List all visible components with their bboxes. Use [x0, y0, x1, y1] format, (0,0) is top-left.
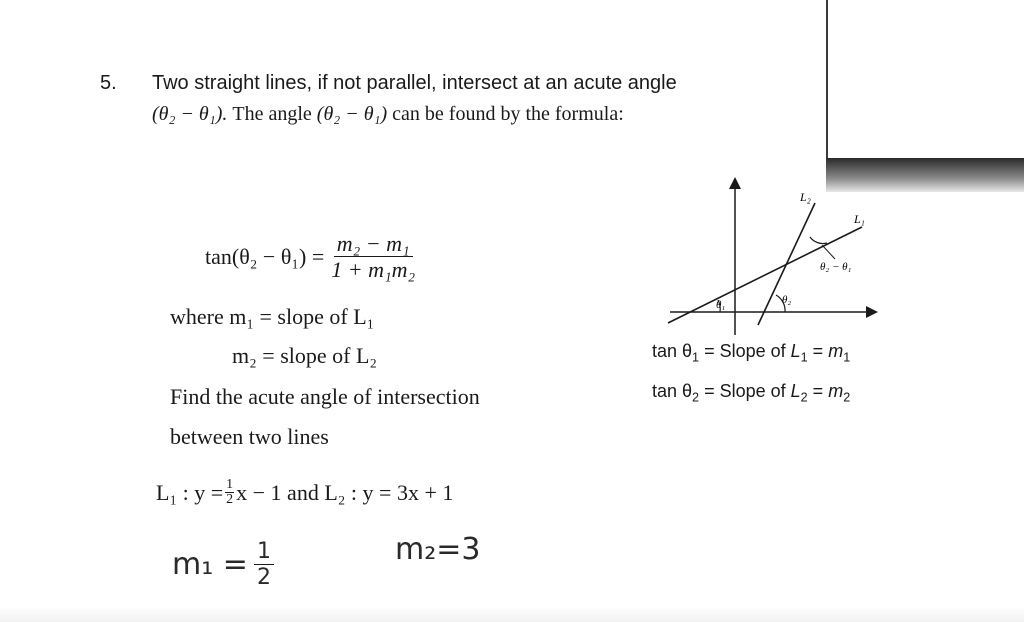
cap2-sub2: 2: [800, 390, 808, 405]
label-L1: L₁: [854, 212, 865, 226]
angle-expression-2: (θ₂ − θ₁): [316, 103, 388, 125]
line-L2: [758, 203, 815, 325]
cap1-L: L: [790, 341, 801, 361]
cap1-eq: =: [807, 341, 829, 361]
diff-pointer: [822, 245, 835, 259]
where-line-2: m₂ = slope of L₂: [232, 343, 378, 368]
handwritten-m2: m₂=3: [395, 532, 481, 567]
cap2-m: m: [828, 381, 844, 401]
cap2-mid: = Slope of: [699, 381, 791, 401]
cap2-pre: tan θ: [652, 381, 693, 401]
overlapping-sheet: [826, 0, 1024, 165]
hand-m1-num: 1: [254, 540, 274, 565]
cap2-sub3: 2: [843, 390, 851, 405]
l1-slope-fraction: [225, 478, 234, 507]
handwritten-m1: [172, 540, 274, 589]
label-angle-diff: θ₂ − θ₁: [820, 261, 852, 273]
cap2-eq: =: [807, 381, 829, 401]
l1-frac-num: 1: [226, 477, 234, 492]
problem-line-1: Two straight lines, if not parallel, intersect at an acute angle: [152, 72, 677, 94]
label-theta2: θ₂: [782, 294, 792, 306]
intersecting-lines-diagram: [650, 175, 890, 345]
formula-numerator: m₂ − m₁: [334, 232, 413, 257]
problem-number: 5.: [100, 72, 117, 94]
cap1-m: m: [828, 341, 844, 361]
line-equations: [156, 478, 453, 507]
caption-theta2: [652, 381, 850, 405]
angle-expression-1: (θ₂ − θ₁).: [152, 103, 228, 125]
problem-line-2: [152, 103, 624, 126]
tan-formula: [205, 232, 418, 281]
l1-frac-den: 2: [226, 492, 234, 507]
cap1-pre: tan θ: [652, 341, 693, 361]
page-bottom-edge: [0, 606, 1024, 622]
label-theta1: θ₁: [716, 299, 726, 311]
hand-m1-label: m₁ =: [172, 547, 248, 583]
label-L2: L₂: [800, 190, 811, 204]
l1-prefix: L₁ : y =: [156, 479, 224, 505]
problem-text-a: The angle: [232, 103, 312, 125]
cap1-sub1: 1: [692, 350, 700, 365]
task-line-1: Find the acute angle of intersection: [170, 384, 480, 409]
diff-arc: [810, 237, 827, 244]
caption-theta1: [652, 341, 850, 365]
formula-lhs: tan(θ₂ − θ₁) =: [205, 243, 325, 269]
cap1-mid: = Slope of: [699, 341, 791, 361]
cap1-sub3: 1: [843, 350, 851, 365]
hand-m1-fraction: [254, 540, 274, 589]
hand-m1-den: 2: [256, 565, 271, 591]
task-line-2: between two lines: [170, 424, 329, 449]
cap2-sub1: 2: [692, 390, 700, 405]
cap2-L: L: [790, 381, 801, 401]
l1-suffix: x − 1 and L₂ : y = 3x + 1: [236, 479, 454, 505]
where-line-1: where m₁ = slope of L₁: [170, 304, 375, 329]
cap1-sub2: 1: [800, 350, 808, 365]
formula-fraction: [328, 232, 418, 281]
problem-text-b: can be found by the formula:: [392, 103, 624, 125]
formula-denominator: 1 + m₁m₂: [331, 257, 416, 283]
